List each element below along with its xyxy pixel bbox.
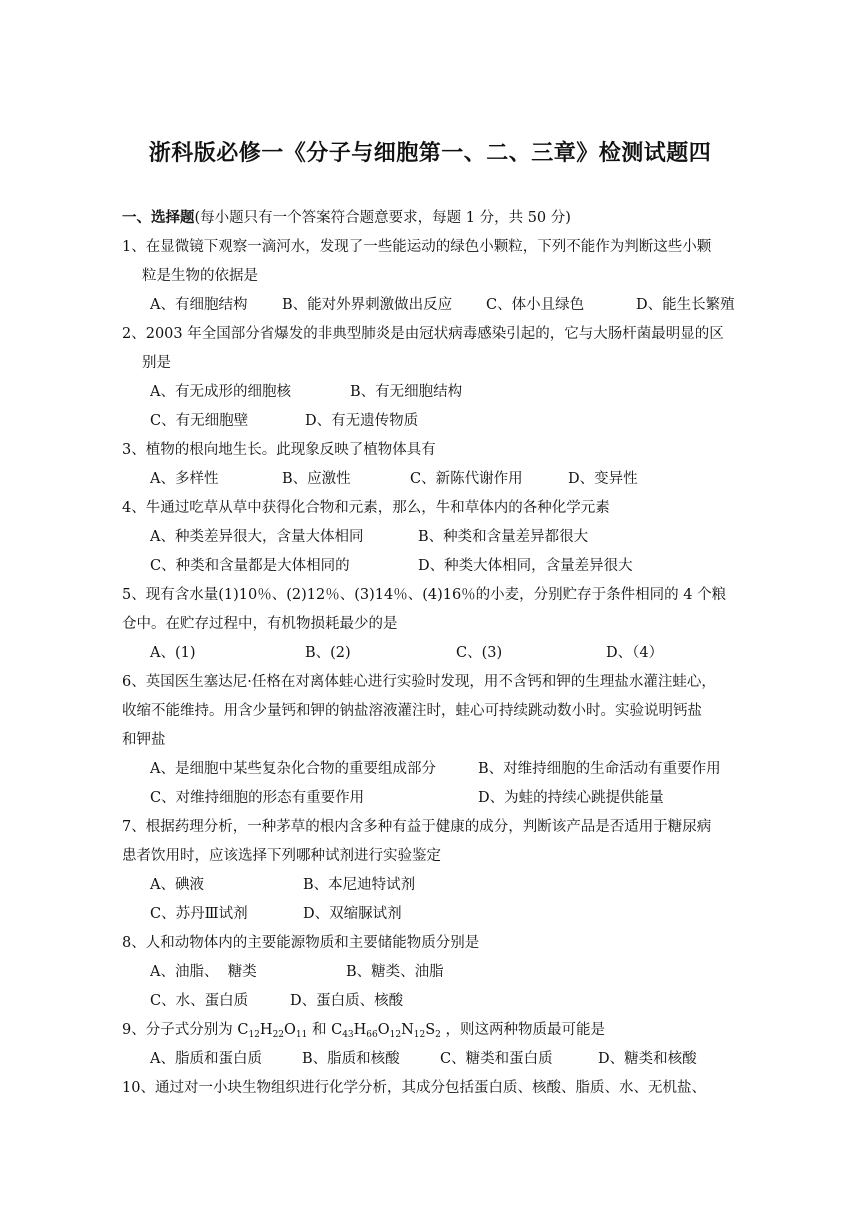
q3-option-c: C、新陈代谢作用 — [410, 471, 523, 487]
q5-option-a: A、(1) — [150, 645, 196, 661]
q6-option-d: D、为蛙的持续心跳提供能量 — [478, 790, 664, 806]
q5-stem-line1: 5、现有含水量(1)10％、(2)12％、(3)14％、(4)16％的小麦，分别贮存于条件相同的 4 个粮 — [122, 587, 727, 603]
q7-option-c: C、苏丹Ⅲ试剂 — [150, 906, 248, 922]
q9-stem-post: ，则这两种物质最可能是 — [440, 1022, 606, 1038]
q9-f2-n2: 66 — [366, 1030, 378, 1040]
q2-option-b: B、有无细胞结构 — [350, 384, 463, 400]
q2-option-c: C、有无细胞壁 — [150, 413, 249, 429]
q4-option-a: A、种类差异很大，含量大体相同 — [150, 529, 364, 545]
q9-formula-2 — [331, 1022, 441, 1038]
q6-option-b: B、对维持细胞的生命活动有重要作用 — [478, 761, 721, 777]
q3-option-d: D、变异性 — [568, 471, 638, 487]
q6-stem-line1: 6、英国医生塞达尼·任格在对离体蛙心进行实验时发现，用不含钙和钾的生理盐水灌注蛙心， — [122, 674, 716, 690]
q9-f2-el1: C — [331, 1022, 343, 1038]
q1-option-c: C、体小且绿色 — [486, 297, 585, 313]
q1-option-a: A、有细胞结构 — [150, 297, 248, 313]
q9-f1-n3: 11 — [295, 1030, 308, 1040]
q9-f1-el1: C — [237, 1022, 249, 1038]
q9-option-d: D、糖类和核酸 — [598, 1051, 697, 1067]
q4-option-d: D、种类大体相同，含量差异很大 — [418, 558, 633, 574]
q2-stem-line2: 别是 — [142, 355, 171, 371]
section-header — [122, 208, 571, 228]
q2-option-d: D、有无遗传物质 — [305, 413, 419, 429]
q7-option-d: D、双缩脲试剂 — [303, 906, 402, 922]
q6-stem-line2: 收缩不能维持。用含少量钙和钾的钠盐溶液灌注时，蛙心可持续跳动数小时。实验说明钙盐 — [122, 703, 702, 719]
q9-f1-el2: H — [259, 1022, 273, 1038]
q9-f1-n1: 12 — [248, 1030, 260, 1040]
q9-f1-el3: O — [284, 1022, 296, 1038]
q8-option-b: B、糖类、油脂 — [346, 964, 444, 980]
q9-option-c: C、糖类和蛋白质 — [440, 1051, 553, 1067]
q9-formula-1 — [237, 1022, 307, 1038]
section-note: (每小题只有一个答案符合题意要求，每题 1 分，共 50 分) — [194, 210, 571, 226]
q9-option-a: A、脂质和蛋白质 — [150, 1051, 262, 1067]
q3-stem-line1: 3、植物的根向地生长。此现象反映了植物体具有 — [122, 442, 436, 458]
q9-f2-el5: S — [425, 1022, 436, 1038]
q9-f2-n1: 43 — [342, 1030, 354, 1040]
page-title: 浙科版必修一《分子与细胞第一、二、三章》检测试题四 — [148, 141, 712, 166]
q9-f2-n3: 12 — [389, 1030, 402, 1040]
q7-option-a: A、碘液 — [150, 877, 204, 893]
q1-option-d: D、能生长繁殖 — [636, 297, 735, 313]
q9-option-b: B、脂质和核酸 — [302, 1051, 400, 1067]
q9-stem-mid: 和 — [307, 1022, 332, 1038]
q1-stem-line1: 1、在显微镜下观察一滴河水，发现了一些能运动的绿色小颗粒，下列不能作为判断这些小颗 — [122, 239, 712, 255]
q5-option-d: D、（4） — [606, 645, 664, 661]
q8-option-c: C、水、蛋白质 — [150, 993, 249, 1009]
q9-f2-el4: N — [401, 1022, 414, 1038]
q3-option-a: A、多样性 — [150, 471, 219, 487]
q6-option-a: A、是细胞中某些复杂化合物的重要组成部分 — [150, 761, 436, 777]
q8-option-d: D、蛋白质、核酸 — [290, 993, 404, 1009]
q4-option-c: C、种类和含量都是大体相同的 — [150, 558, 350, 574]
q7-option-b: B、本尼迪特试剂 — [303, 877, 416, 893]
q8-option-a: A、油脂、 糖类 — [150, 964, 257, 980]
q9-stem-pre: 9、分子式分别为 — [122, 1022, 238, 1038]
q2-option-a: A、有无成形的细胞核 — [150, 384, 291, 400]
q6-option-c: C、对维持细胞的形态有重要作用 — [150, 790, 365, 806]
q5-stem-line2: 仓中。在贮存过程中，有机物损耗最少的是 — [122, 616, 398, 632]
q9-f2-el2: H — [353, 1022, 367, 1038]
q9-f2-n5: 2 — [435, 1030, 441, 1040]
q4-option-b: B、种类和含量差异都很大 — [418, 529, 589, 545]
q9-f2-n4: 12 — [413, 1030, 426, 1040]
q5-option-c: C、(3) — [456, 645, 503, 661]
q9-f2-el3: O — [377, 1022, 390, 1038]
q2-stem-line1: 2、2003 年全国部分省爆发的非典型肺炎是由冠状病毒感染引起的，它与大肠杆菌最明显的区 — [122, 326, 724, 342]
q10-stem-line1: 10、通过对一小块生物组织进行化学分析，其成分包括蛋白质、核酸、脂质、水、无机盐、 — [122, 1080, 706, 1096]
q1-stem-line2: 粒是生物的依据是 — [142, 268, 258, 284]
q6-stem-line3: 和钾盐 — [122, 732, 166, 748]
q9-f1-n2: 22 — [272, 1030, 285, 1040]
q8-stem-line1: 8、人和动物体内的主要能源物质和主要储能物质分别是 — [122, 935, 480, 951]
q4-stem-line1: 4、牛通过吃草从草中获得化合物和元素，那么，牛和草体内的各种化学元素 — [122, 500, 610, 516]
q5-option-b: B、(2) — [305, 645, 351, 661]
section-heading: 一、选择题 — [122, 209, 195, 226]
q3-option-b: B、应激性 — [282, 471, 351, 487]
q1-option-b: B、能对外界刺激做出反应 — [282, 297, 453, 313]
q9-stem-line1 — [122, 1020, 605, 1040]
q7-stem-line1: 7、根据药理分析，一种茅草的根内含多种有益于健康的成分，判断该产品是否适用于糖尿病 — [122, 819, 712, 835]
q7-stem-line2: 患者饮用时，应该选择下列哪种试剂进行实验鉴定 — [122, 848, 441, 864]
